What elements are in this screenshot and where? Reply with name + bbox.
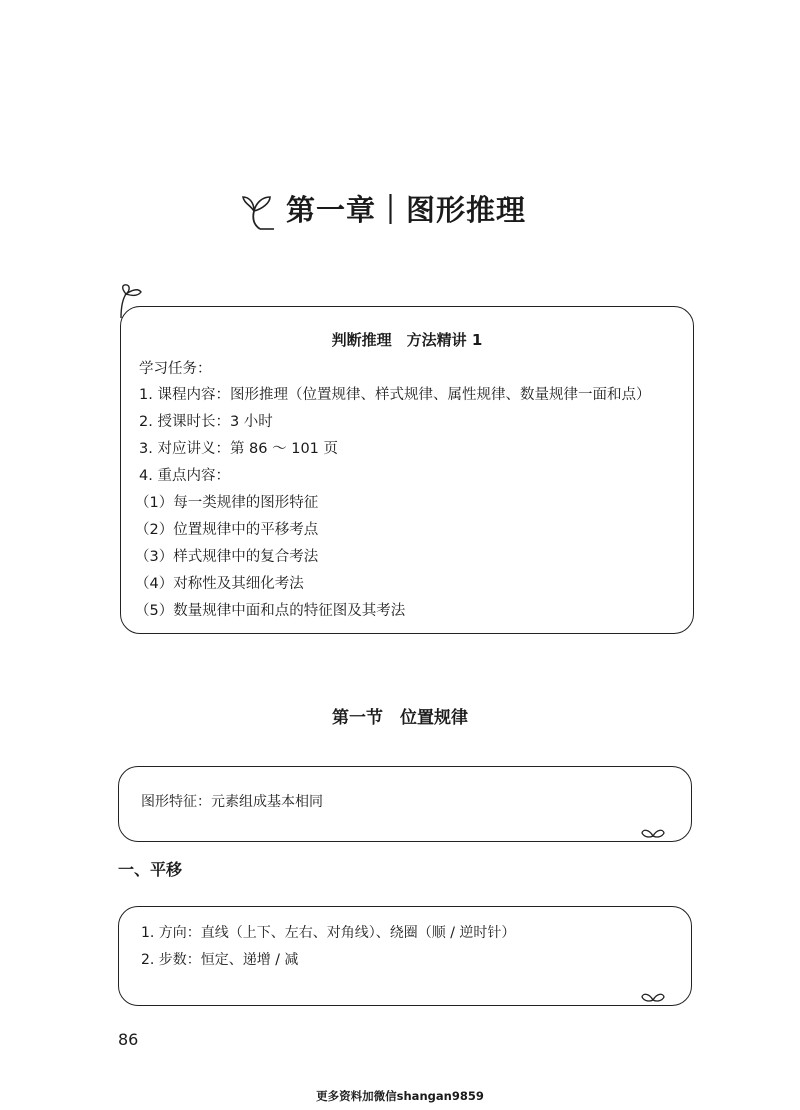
key-point-item: （3）样式规律中的复合考法: [135, 549, 319, 565]
chapter-header: [240, 178, 526, 238]
translation-points-box: [118, 906, 692, 1006]
lesson-box-title: 判断推理 方法精讲 1: [331, 331, 483, 349]
feature-text: 图形特征：元素组成基本相同: [141, 794, 323, 810]
key-point-item: （1）每一类规律的图形特征: [135, 495, 319, 511]
leaf-icon: [640, 990, 666, 1004]
key-point-item: （4）对称性及其细化考法: [135, 576, 304, 592]
page-number: 86: [118, 1030, 139, 1049]
sprout-icon: [240, 185, 280, 231]
chapter-title: 第一章｜图形推理: [286, 192, 527, 227]
task-item: 3. 对应讲义：第 86 ～ 101 页: [139, 441, 339, 457]
point-line: 1. 方向：直线（上下、左右、对角线）、绕圈（顺 / 逆时针）: [141, 925, 516, 941]
section-title: 第一节 位置规律: [332, 708, 468, 728]
task-item: 2. 授课时长：3 小时: [139, 414, 273, 430]
lesson-summary-box: [120, 306, 694, 634]
footer-note: 更多资料加微信shangan9859: [316, 1089, 484, 1103]
leaf-icon: [640, 826, 666, 840]
key-point-item: （2）位置规律中的平移考点: [135, 522, 319, 538]
task-label: 学习任务：: [139, 361, 212, 377]
feature-box: [118, 766, 692, 842]
key-point-item: （5）数量规律中面和点的特征图及其考法: [135, 603, 406, 619]
task-item: 1. 课程内容：图形推理（位置规律、样式规律、属性规律、数量规律一面和点）: [139, 387, 651, 403]
subsection-title: 一、平移: [118, 860, 183, 879]
task-item: 4. 重点内容：: [139, 468, 230, 484]
point-line: 2. 步数：恒定、递增 / 减: [141, 952, 299, 968]
